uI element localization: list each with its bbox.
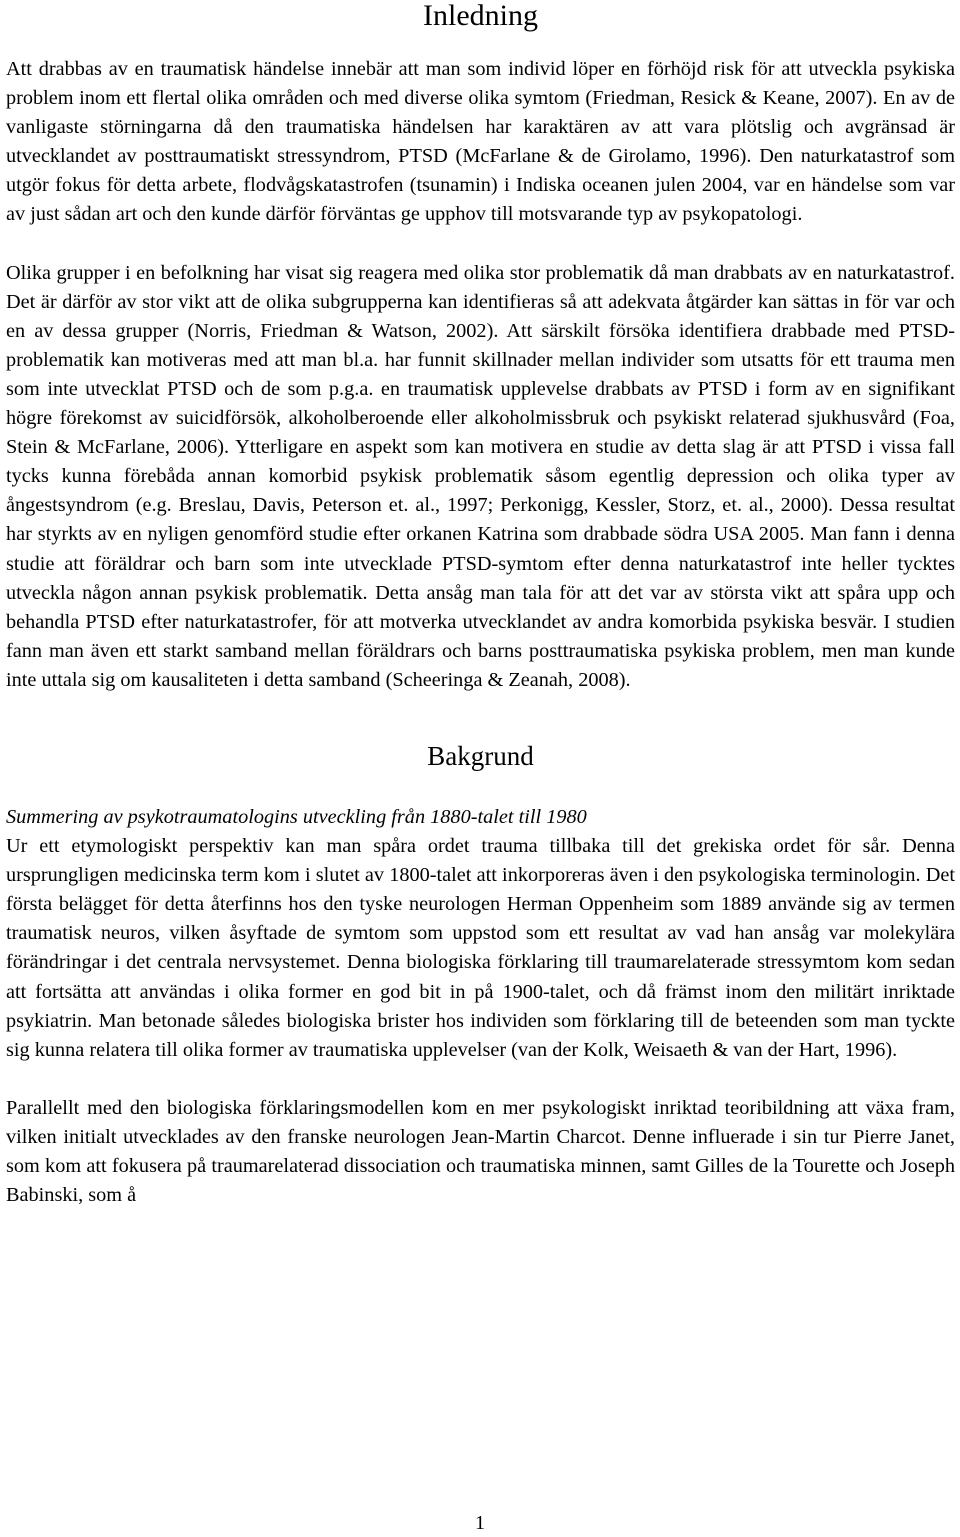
- background-paragraph-2: Parallellt med den biologiska förklaringsmodellen kom en mer psykologiskt inriktad teoribildning att växa fram, vilken initialt utvecklades av den franske neurologen Jean-Martin Charcot. Denne influerade i sin tur Pierre Janet, som kom att fokusera på traumarelaterad dissociation och traumatiska minnen, samt Gilles de la Tourette och Joseph Babinski, som å: [6, 1096, 955, 1207]
- subheading-summering: Summering av psykotraumatologins utveckling från 1880-talet till 1980: [6, 805, 587, 828]
- background-paragraph-1: Ur ett etymologiskt perspektiv kan man spåra ordet trauma tillbaka till det grekiska ordet för sår. Denna ursprungligen medicinska term kom i slutet av 1800-talet att inkorporeras även i den psykologiska terminologin. Det första belägget för detta återfinns hos den tyske neurologen Herman Oppenheim som 1889 använde sig av termen traumatisk neuros, vilken åsyftade de symtom som uppstod som ett resultat av vad han ansåg var molekylära förändringar i det centrala nervsystemet. Denna biologiska förklaring till traumarelaterade stressymtom kom sedan att fortsätta att användas i olika former en god bit in på 1900-talet, och då främst inom den militärt inriktade psykiatrin. Man betonade således biologiska brister hos individen som förklaring till de beteenden som man tyckte sig kunna relatera till olika former av traumatiska upplevelser (van der Kolk, Weisaeth & van der Hart, 1996).: [6, 835, 955, 1061]
- heading-bakgrund: Bakgrund: [427, 740, 534, 771]
- page-number: 1: [475, 1512, 485, 1534]
- document-page: [6, 0, 955, 1210]
- heading-inledning: Inledning: [423, 0, 538, 32]
- intro-paragraph-2: Olika grupper i en befolkning har visat sig reagera med olika stor problematik då man drabbats av en naturkatastrof. Det är därför av stor vikt att de olika subgrupperna kan identifieras så att adekvata åtgärder kan sättas in för var och en av dessa grupper (Norris, Friedman & Watson, 2002). Att särskilt försöka identifiera drabbade med PTSD-problematik kan motiveras med att man bl.a. har funnit skillnader mellan individer som utsatts för ett trauma men som inte utvecklat PTSD och de som p.g.a. en traumatisk upplevelse drabbats av PTSD i form av en signifikant högre förekomst av suicidförsök, alkoholberoende eller alkoholmissbruk och psykiskt relaterad sjukhusvård (Foa, Stein & McFarlane, 2006). Ytterligare en aspekt som kan motivera en studie av detta slag är att PTSD i vissa fall tycks kunna förebåda annan komorbid psykisk problematik såsom egentlig depression och olika typer av ångestsyndrom (e.g. Breslau, Davis, Peterson et. al., 1997; Perkonigg, Kessler, Storz, et. al., 2000). Dessa resultat har styrkts av en nyligen genomförd studie efter orkanen Katrina som drabbade södra USA 2005. Man fann i denna studie att föräldrar och barn som inte utvecklade PTSD-symtom efter denna naturkatastrof inte heller tycktes utveckla någon annan psykisk problematik. Detta ansåg man tala för att det var av största vikt att spåra upp och behandla PTSD efter naturkatastrofer, för att motverka utvecklandet av andra komorbida psykiska besvär. I studien fann man även ett starkt samband mellan föräldrars och barns posttraumatiska psykiska problem, men man kunde inte uttala sig om kausaliteten i detta samband (Scheeringa & Zeanah, 2008).: [6, 261, 955, 691]
- intro-paragraph-1: Att drabbas av en traumatisk händelse innebär att man som individ löper en förhöjd risk för att utveckla psykiska problem inom ett flertal olika områden och med diverse olika symtom (Friedman, Resick & Keane, 2007). En av de vanligaste störningarna då den traumatiska händelsen har karaktären av att vara plötslig och avgränsad är utvecklandet av posttraumatiskt stressyndrom, PTSD (McFarlane & de Girolamo, 1996). Den naturkatastrof som utgör fokus för detta arbete, flodvågskatastrofen (tsunamin) i Indiska oceanen julen 2004, var en händelse som var av just sådan art och den kunde därför förväntas ge upphov till motsvarande typ av psykopatologi.: [6, 58, 955, 226]
